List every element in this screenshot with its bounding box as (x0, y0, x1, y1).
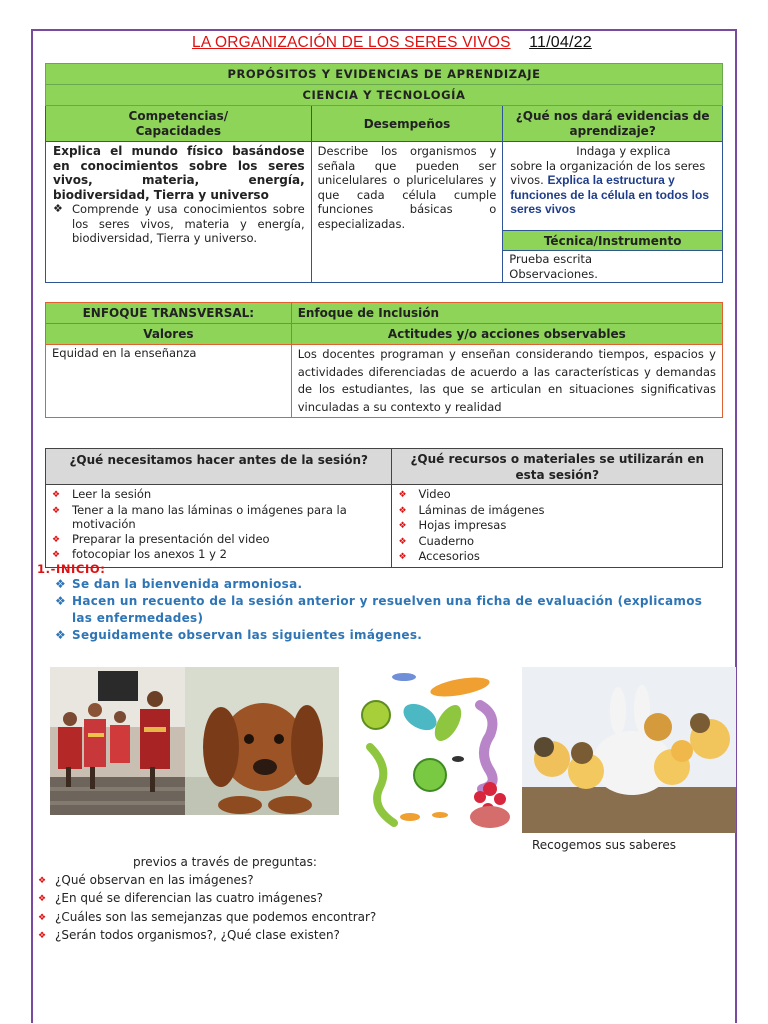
evidencia-line-1: Indaga y explica (576, 144, 671, 158)
evidencias-cell (503, 142, 723, 231)
desempenos-cell (311, 142, 503, 283)
diamond-bullet-icon: ❖ (38, 912, 47, 923)
list-item: ❖ Leer la sesión (52, 487, 152, 501)
antes-cell (46, 485, 392, 568)
list-item: ❖ Tener a la mano las láminas o imágenes para la motivación (52, 502, 347, 532)
list-item: ❖ Cuaderno (398, 533, 475, 548)
recursos-cell (392, 485, 723, 568)
diamond-bullet-icon: ❖ (55, 577, 67, 591)
diamond-bullet-icon: ❖ (398, 505, 407, 516)
diamond-bullet-icon: ❖ (38, 930, 47, 941)
valor-text: Equidad en la enseñanza (46, 345, 292, 418)
inicio-title: 1.-INICIO: (37, 562, 106, 576)
tecnica-header: Técnica/Instrumento (503, 231, 723, 251)
col-valores: Valores (46, 324, 292, 345)
list-item: ❖ Láminas de imágenes (398, 502, 545, 517)
diamond-bullet-icon: ❖ (52, 505, 61, 516)
learning-plan-table (45, 63, 723, 283)
microorganisms-illustration (350, 667, 518, 835)
list-item: ❖ ¿Serán todos organismos?, ¿Qué clase existen? (38, 927, 376, 945)
list-item: ❖ ¿Cuáles son las semejanzas que podemos encontrar? (38, 909, 376, 927)
inicio-list (55, 576, 725, 644)
diamond-bullet-icon: ❖ (55, 628, 67, 642)
list-item: ❖ Hojas impresas (398, 518, 507, 533)
list-item: ❖ ¿Qué observan en las imágenes? (38, 872, 376, 890)
diamond-bullet-icon: ❖ (55, 594, 67, 608)
list-item: ❖ fotocopiar los anexos 1 y 2 (52, 547, 227, 562)
col-competencias: Competencias/ Capacidades (46, 106, 312, 142)
header (192, 34, 592, 52)
list-item: ❖ Video (398, 487, 451, 501)
diamond-bullet-icon: ❖ (53, 202, 63, 215)
tecnica-cell (503, 251, 723, 283)
capacidad-item (46, 202, 311, 250)
diamond-bullet-icon: ❖ (52, 490, 61, 500)
diamond-bullet-icon: ❖ (398, 490, 407, 500)
capacidad-text: Comprende y usa conocimientos sobre los seres vivos, materia y energía, biodiversidad, Tierra y universo. (72, 202, 305, 245)
caption-left: previos a través de preguntas: (133, 855, 317, 869)
actitud-text: Los docentes programan y enseñan considerando tiempos, espacios y actividades diferenciadas de acuerdo a las características y demandas de los estudiantes, las que se articulan en situaciones significativas vinculadas a su contexto y realidad (291, 345, 722, 418)
evidencia-bold: Explica la estructura y funciones de la célula en todos los seres vivos (510, 173, 710, 216)
plan-heading-2: CIENCIA Y TECNOLOGÍA (46, 85, 723, 106)
animals-photo (522, 667, 736, 833)
evidencia-line-2: sobre la organización de los seres vivos. (510, 158, 706, 187)
diamond-bullet-icon: ❖ (38, 876, 47, 886)
desempeno-text: Describe los organismos y señala que pueden ser unicelulares o pluricelulares y que cada célula cumple funciones básicas o especializadas. (317, 144, 497, 231)
diamond-bullet-icon: ❖ (52, 534, 61, 545)
questions-list (38, 872, 376, 945)
people-photo (50, 667, 185, 815)
diamond-bullet-icon: ❖ (38, 894, 47, 905)
evidencia-text (503, 142, 722, 219)
enfoque-label: ENFOQUE TRANSVERSAL: (46, 303, 292, 324)
col-evidencias: ¿Qué nos dará evidencias de aprendizaje? (503, 106, 723, 142)
col-actitudes: Actitudes y/o acciones observables (291, 324, 722, 345)
preparation-table (45, 448, 723, 568)
list-item: ❖ Hacen un recuento de la sesión anterior y resuelven una ficha de evaluación (explicamos las enfermedades) (55, 594, 703, 625)
plan-heading-1: PROPÓSITOS Y EVIDENCIAS DE APRENDIZAJE (46, 64, 723, 85)
col-recursos: ¿Qué recursos o materiales se utilizarán en esta sesión? (392, 449, 723, 485)
list-item: ❖ ¿En qué se diferencian las cuatro imágenes? (38, 890, 376, 908)
diamond-bullet-icon: ❖ (398, 521, 407, 532)
col-antes: ¿Qué necesitamos hacer antes de la sesión? (46, 449, 392, 485)
competencias-cell (46, 142, 312, 283)
page-title: LA ORGANIZACIÓN DE LOS SERES VIVOS (192, 34, 511, 51)
page-date: 11/04/22 (529, 34, 592, 51)
diamond-bullet-icon: ❖ (398, 552, 407, 563)
col-desempenos: Desempeños (311, 106, 503, 142)
list-item: ❖ Accesorios (398, 549, 480, 564)
enfoque-name: Enfoque de Inclusión (291, 303, 722, 324)
list-item: ❖ Se dan la bienvenida armoniosa. (55, 577, 303, 591)
tecnica-item-2: Observaciones. (509, 267, 598, 281)
enfoque-table (45, 302, 723, 418)
dog-photo (185, 667, 339, 815)
diamond-bullet-icon: ❖ (398, 536, 407, 547)
tecnica-item-1: Prueba escrita (509, 252, 592, 266)
list-item: ❖ Preparar la presentación del video (52, 531, 270, 546)
list-item: ❖ Seguidamente observan las siguientes imágenes. (55, 628, 423, 642)
competencia-text: Explica el mundo físico basándose en conocimientos sobre los seres vivos, materia, energía, biodiversidad, Tierra y universo (53, 144, 305, 202)
diamond-bullet-icon: ❖ (52, 550, 61, 561)
caption-right: Recogemos sus saberes (532, 838, 677, 852)
